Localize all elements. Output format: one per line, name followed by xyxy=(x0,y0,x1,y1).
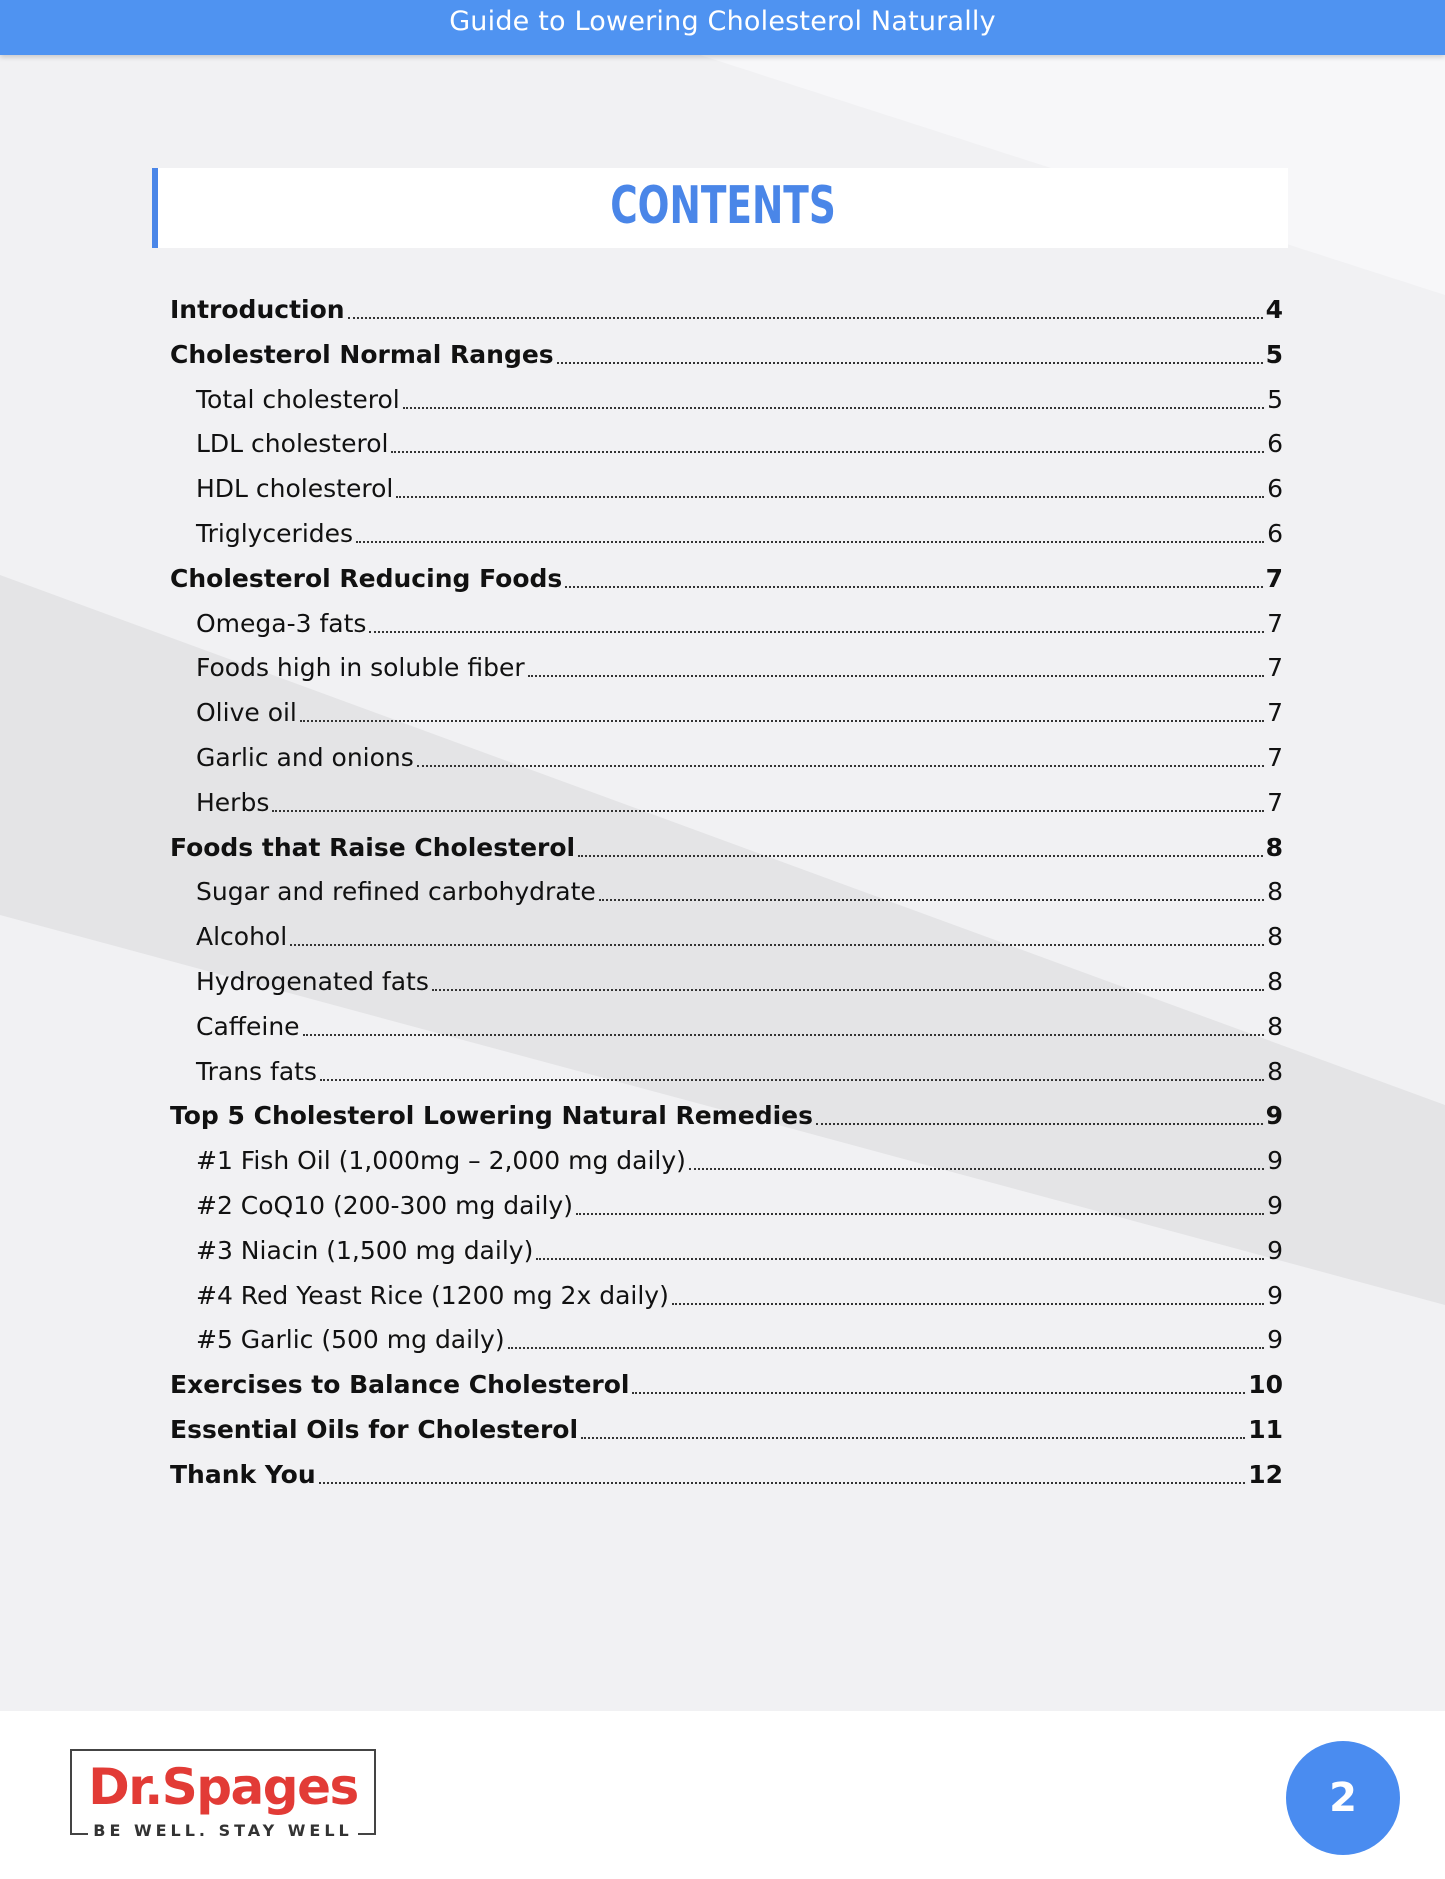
toc-entry-label: Essential Oils for Cholesterol xyxy=(170,1415,579,1444)
toc-entry-page: 8 xyxy=(1267,922,1283,952)
toc-entry-page: 8 xyxy=(1267,967,1283,996)
toc-entry-label: Hydrogenated fats xyxy=(196,967,429,996)
toc-entry-label: Garlic and onions xyxy=(196,743,414,772)
toc-entry-page: 8 xyxy=(1267,1056,1283,1086)
toc-entry[interactable] xyxy=(196,604,1283,644)
toc-dot-leader xyxy=(300,718,1264,722)
toc-entry-label: #1 Fish Oil (1,000mg – 2,000 mg daily) xyxy=(196,1146,686,1176)
toc-entry[interactable] xyxy=(196,648,1283,688)
toc-entry-label: LDL cholesterol xyxy=(196,429,389,459)
toc-dot-leader xyxy=(689,1166,1264,1170)
logo-tagline: BE WELL. STAY WELL xyxy=(88,1817,358,1845)
page-header xyxy=(0,0,1445,55)
toc-entry[interactable] xyxy=(170,1410,1283,1450)
toc-entry-label: Exercises to Balance Cholesterol xyxy=(170,1370,630,1400)
toc-entry-label: Thank You xyxy=(170,1459,316,1489)
toc-dot-leader xyxy=(391,449,1264,453)
toc-entry-page: 7 xyxy=(1267,787,1283,817)
toc-entry[interactable] xyxy=(196,424,1283,464)
toc-dot-leader xyxy=(581,1435,1245,1439)
toc-entry[interactable] xyxy=(196,1007,1283,1047)
toc-entry-label: Top 5 Cholesterol Lowering Natural Remedies xyxy=(170,1101,813,1131)
toc-entry[interactable] xyxy=(196,872,1283,912)
toc-entry-page: 9 xyxy=(1265,1101,1283,1131)
toc-entry[interactable] xyxy=(196,783,1283,823)
toc-entry[interactable] xyxy=(170,335,1283,375)
toc-entry-page: 9 xyxy=(1267,1235,1283,1265)
toc-entry[interactable] xyxy=(196,738,1283,778)
toc-dot-leader xyxy=(508,1345,1265,1349)
toc-dot-leader xyxy=(403,405,1264,409)
toc-entry-label: Foods that Raise Cholesterol xyxy=(170,832,576,862)
toc-dot-leader xyxy=(320,1077,1264,1081)
toc-entry-label: #2 CoQ10 (200-300 mg daily) xyxy=(196,1191,573,1220)
toc-entry-page: 7 xyxy=(1267,698,1283,728)
toc-dot-leader xyxy=(536,1256,1264,1260)
toc-entry-page: 6 xyxy=(1267,474,1283,504)
toc-dot-leader xyxy=(672,1301,1264,1305)
toc-dot-leader xyxy=(356,539,1264,543)
toc-entry-label: Trans fats xyxy=(196,1056,317,1086)
toc-entry[interactable] xyxy=(170,290,1283,330)
toc-entry[interactable] xyxy=(170,1365,1283,1405)
toc-entry[interactable] xyxy=(196,693,1283,733)
toc-dot-leader xyxy=(565,584,1262,588)
toc-dot-leader xyxy=(528,673,1264,677)
toc-entry-page: 7 xyxy=(1265,563,1283,593)
toc-dot-leader xyxy=(290,942,1264,946)
toc-entry[interactable] xyxy=(196,962,1283,1002)
toc-entry[interactable] xyxy=(196,1231,1283,1271)
toc-entry-page: 9 xyxy=(1267,1191,1283,1220)
toc-entry[interactable] xyxy=(196,1052,1283,1092)
toc-entry-label: Introduction xyxy=(170,295,345,324)
toc-dot-leader xyxy=(599,897,1264,901)
toc-entry-label: HDL cholesterol xyxy=(196,474,394,504)
toc-entry-page: 6 xyxy=(1267,519,1283,548)
toc-dot-leader xyxy=(319,1480,1246,1484)
toc-entry[interactable] xyxy=(196,1186,1283,1226)
toc-entry-label: #5 Garlic (500 mg daily) xyxy=(196,1325,505,1355)
toc-entry-page: 8 xyxy=(1265,832,1283,862)
toc-entry[interactable] xyxy=(196,1320,1283,1360)
toc-entry-page: 11 xyxy=(1248,1415,1283,1444)
toc-entry[interactable] xyxy=(196,1141,1283,1181)
toc-entry[interactable] xyxy=(170,559,1283,599)
toc-entry[interactable] xyxy=(170,1455,1283,1495)
toc-entry-label: #4 Red Yeast Rice (1200 mg 2x daily) xyxy=(196,1280,669,1310)
toc-entry[interactable] xyxy=(196,1276,1283,1316)
toc-entry[interactable] xyxy=(170,1096,1283,1136)
toc-entry-page: 9 xyxy=(1267,1325,1283,1355)
logo-name: Dr.Spages xyxy=(88,1758,358,1816)
toc-entry[interactable] xyxy=(196,469,1283,509)
toc-entry-label: Caffeine xyxy=(196,1011,300,1041)
toc-entry[interactable] xyxy=(196,514,1283,554)
toc-dot-leader xyxy=(578,853,1262,857)
toc-dot-leader xyxy=(369,629,1264,633)
toc-entry-page: 8 xyxy=(1267,877,1283,907)
toc-entry-page: 10 xyxy=(1248,1370,1283,1400)
toc-entry[interactable] xyxy=(196,380,1283,420)
toc-dot-leader xyxy=(272,808,1264,812)
toc-entry-page: 6 xyxy=(1267,429,1283,459)
toc-entry-label: Triglycerides xyxy=(196,519,354,548)
toc-entry-label: Alcohol xyxy=(196,922,288,952)
toc-dot-leader xyxy=(557,360,1263,364)
toc-entry-page: 8 xyxy=(1267,1011,1283,1041)
toc-dot-leader xyxy=(417,763,1264,767)
toc-entry-page: 5 xyxy=(1267,384,1283,414)
toc-entry-label: #3 Niacin (1,500 mg daily) xyxy=(196,1235,534,1265)
toc-dot-leader xyxy=(816,1121,1263,1125)
page-footer xyxy=(0,1711,1445,1879)
toc-entry-label: Olive oil xyxy=(196,698,297,728)
toc-entry-page: 7 xyxy=(1267,653,1283,683)
toc-dot-leader xyxy=(348,315,1263,319)
toc-dot-leader xyxy=(632,1390,1245,1394)
toc-entry-page: 9 xyxy=(1267,1280,1283,1310)
toc-entry[interactable] xyxy=(196,917,1283,957)
toc-entry-label: Total cholesterol xyxy=(196,384,400,414)
toc-dot-leader xyxy=(432,987,1264,991)
toc-dot-leader xyxy=(303,1032,1265,1036)
toc-dot-leader xyxy=(396,494,1264,498)
toc-entry-page: 4 xyxy=(1265,295,1283,324)
toc-entry-page: 7 xyxy=(1267,608,1283,638)
contents-title: CONTENTS xyxy=(610,176,836,236)
toc-entry[interactable] xyxy=(170,828,1283,868)
toc-entry-label: Foods high in soluble fiber xyxy=(196,653,525,683)
toc-entry-label: Cholesterol Reducing Foods xyxy=(170,563,563,593)
toc-entry-label: Cholesterol Normal Ranges xyxy=(170,339,554,369)
toc-entry-label: Herbs xyxy=(196,787,270,817)
toc-entry-page: 5 xyxy=(1265,339,1283,369)
toc-entry-label: Omega-3 fats xyxy=(196,608,367,638)
page-number-badge: 2 xyxy=(1286,1741,1400,1855)
toc-dot-leader xyxy=(576,1211,1264,1215)
toc-entry-label: Sugar and refined carbohydrate xyxy=(196,877,596,907)
toc-entry-page: 7 xyxy=(1267,743,1283,772)
toc-entry-page: 9 xyxy=(1267,1146,1283,1176)
toc-entry-page: 12 xyxy=(1248,1459,1283,1489)
brand-logo xyxy=(70,1749,376,1840)
header-title: Guide to Lowering Cholesterol Naturally xyxy=(449,6,996,37)
